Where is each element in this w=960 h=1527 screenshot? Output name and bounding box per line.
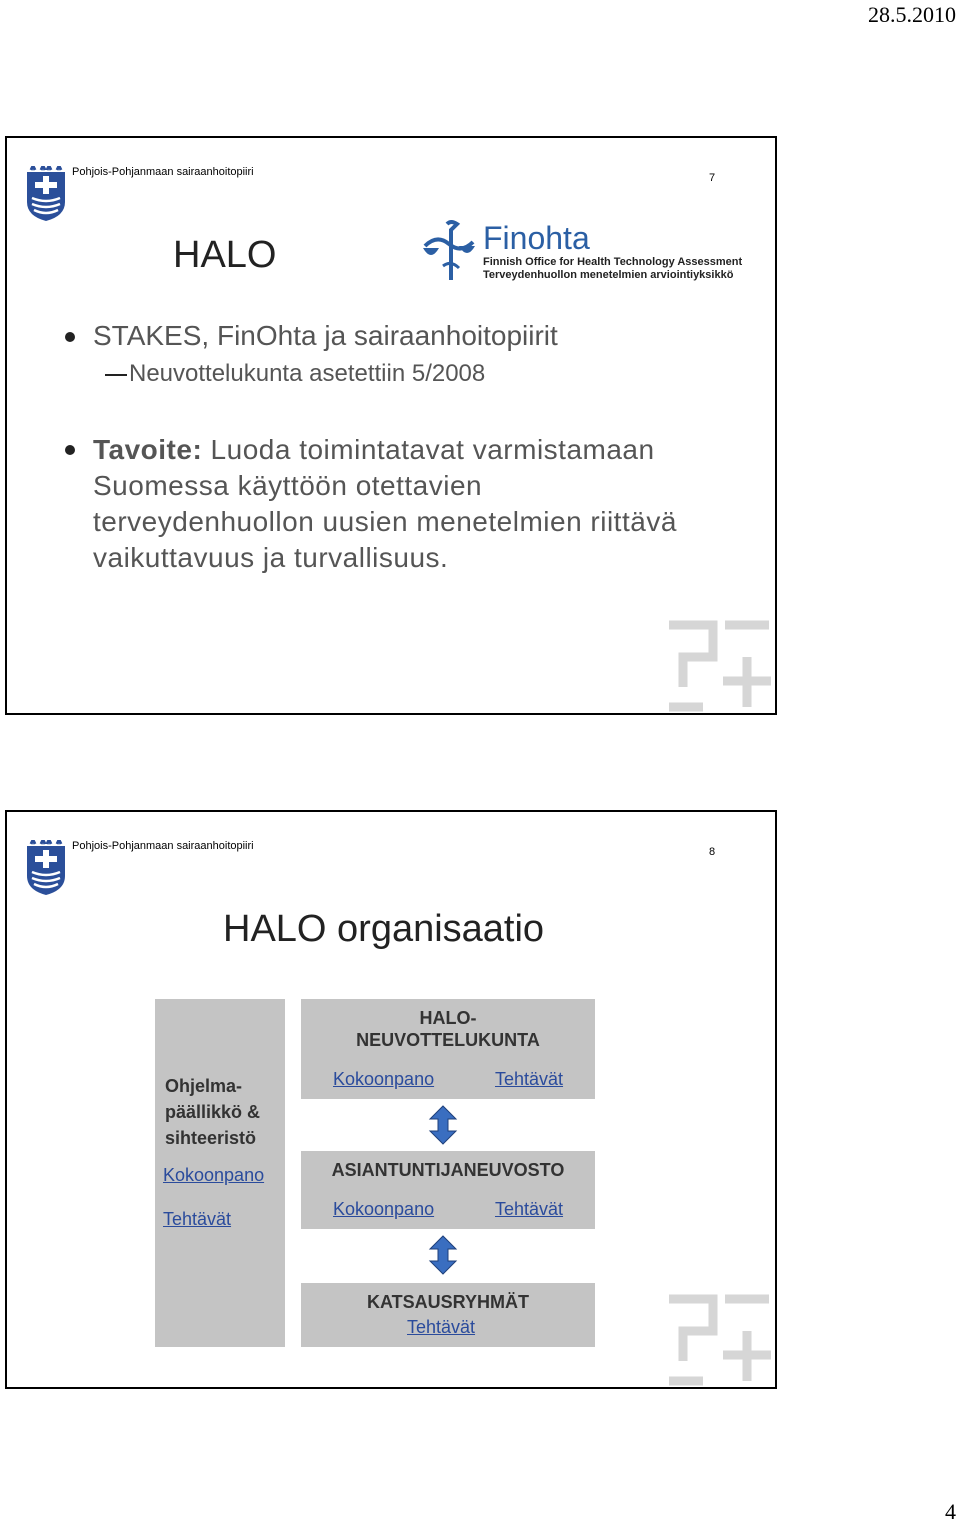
- organization-name: Pohjois-Pohjanmaan sairaanhoitopiiri: [72, 840, 254, 852]
- finohta-subtitle-en: Finnish Office for Health Technology Assessment: [483, 256, 743, 268]
- katsausryhmat-box: [301, 1283, 595, 1347]
- bullet-icon: [65, 332, 75, 342]
- goal-label: Tavoite:: [93, 434, 203, 465]
- double-arrow-icon: [427, 1235, 459, 1275]
- heading-line: sihteeristö: [165, 1128, 257, 1148]
- heading-line: HALO-: [419, 1008, 477, 1028]
- page-date: 28.5.2010: [868, 2, 956, 27]
- slide-title: HALO organisaatio: [223, 908, 545, 950]
- org-chart: [155, 999, 595, 1347]
- heading-line: päällikkö &: [165, 1102, 261, 1122]
- program-manager-heading: [165, 1073, 260, 1151]
- asiantuntijaneuvosto-kokoonpano-link[interactable]: Kokoonpano: [333, 1199, 435, 1219]
- divider: [285, 999, 301, 1347]
- slide-number: 7: [709, 172, 716, 184]
- neuvottelukunta-tehtavat-link[interactable]: Tehtävät: [495, 1069, 564, 1089]
- cross-watermark-icon: [663, 617, 775, 713]
- neuvottelukunta-box: [301, 999, 595, 1099]
- slide-number: 8: [709, 846, 716, 858]
- bullet-icon: [65, 445, 75, 455]
- cross-watermark-icon: [663, 1291, 775, 1387]
- slide-8: [5, 810, 777, 1389]
- neuvottelukunta-kokoonpano-link[interactable]: Kokoonpano: [333, 1069, 435, 1089]
- hospital-district-logo-icon: [25, 166, 67, 222]
- page-number: 4: [945, 1499, 956, 1524]
- goal-line: Suomessa käyttöön otettavien: [93, 470, 483, 501]
- bullet-stakes: STAKES, FinOhta ja sairaanhoitopiirit: [93, 320, 558, 351]
- goal-line: terveydenhuollon uusien menetelmien riittävä: [93, 506, 677, 537]
- asiantuntijaneuvosto-tehtavat-link[interactable]: Tehtävät: [495, 1199, 564, 1219]
- finohta-subtitle-fi: Terveydenhuollon menetelmien arviointiyksikkö: [483, 269, 734, 281]
- organization-name: Pohjois-Pohjanmaan sairaanhoitopiiri: [72, 166, 254, 178]
- bullet-tavoite: [93, 432, 677, 576]
- slide-7: [5, 136, 777, 715]
- program-manager-panel: [155, 999, 285, 1347]
- goal-line: vaikuttavuus ja turvallisuus.: [93, 542, 449, 573]
- program-manager-tehtavat-link[interactable]: Tehtävät: [163, 1209, 232, 1229]
- asiantuntijaneuvosto-heading: ASIANTUNTIJANEUVOSTO: [331, 1160, 565, 1180]
- sub-bullet-neuvottelukunta: Neuvottelukunta asetettiin 5/2008: [129, 360, 486, 387]
- org-hierarchy: [301, 999, 595, 1347]
- heading-line: Ohjelma-: [165, 1076, 243, 1096]
- neuvottelukunta-heading: [301, 1007, 595, 1051]
- scales-of-justice-icon: [417, 216, 479, 286]
- slide-title: HALO: [173, 234, 277, 276]
- katsausryhmat-tehtavat-link[interactable]: Tehtävät: [407, 1317, 476, 1337]
- goal-line: Luoda toimintatavat varmistamaan: [202, 434, 655, 465]
- program-manager-kokoonpano-link[interactable]: Kokoonpano: [163, 1165, 265, 1185]
- heading-line: NEUVOTTELUKUNTA: [356, 1030, 540, 1050]
- finohta-name: Finohta: [483, 220, 590, 256]
- hospital-district-logo-icon: [25, 840, 67, 896]
- finohta-logo: [417, 216, 743, 286]
- katsausryhmat-heading: KATSAUSRYHMÄT: [367, 1292, 529, 1312]
- double-arrow-icon: [427, 1105, 459, 1145]
- asiantuntijaneuvosto-box: [301, 1151, 595, 1229]
- dash-icon: [105, 374, 127, 376]
